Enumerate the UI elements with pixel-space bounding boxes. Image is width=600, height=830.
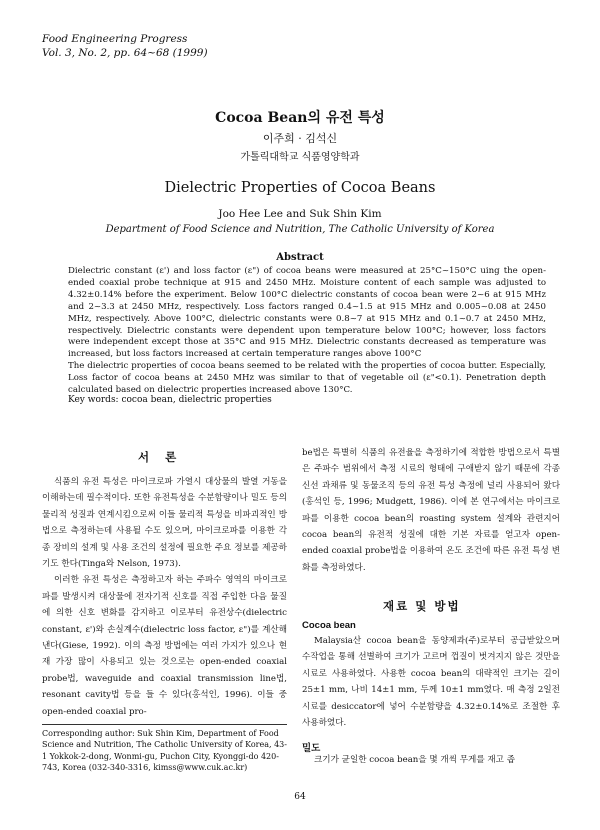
right-column-top [302, 445, 560, 576]
journal-volume: Vol. 3, No. 2, pp. 64~68 (1999) [42, 47, 208, 59]
density-subheading: 밀도 [302, 743, 321, 754]
abstract-body [68, 266, 546, 397]
body-paragraph: 식품의 유전 특성은 마이크로파 가열시 대상물의 발열 거동을 이해하는데 필수적이다. 또한 유전특성을 수분함량이나 밀도 등의 물리적 성질과 연계시킴으로써 이들 물리적 특성을 비파괴적인 방법으로 측정하는데 사용될 수도 있으며, 마이크로파를 이용한 각종 장비의 설계 및 사용 조건의 설정에 필요한 주요 정보를 제공하기도 한다(Tinga와 Nelson, 1973). [42, 477, 287, 570]
journal-name: Food Engineering Progress [42, 33, 188, 45]
english-authors: Joo Hee Lee and Suk Shin Kim [218, 208, 382, 220]
left-column [42, 474, 287, 720]
right-column-density [302, 752, 560, 768]
korean-title: Cocoa Bean의 유전 특성 [215, 110, 385, 126]
footnote-divider [42, 724, 287, 725]
right-column-materials [302, 633, 560, 731]
body-paragraph: 크기가 균일한 cocoa bean을 몇 개씩 무게를 재고 좁 [314, 755, 516, 765]
english-title: Dielectric Properties of Cocoa Beans [164, 180, 436, 196]
page-number: 64 [294, 792, 306, 802]
keywords: Key words: cocoa bean, dielectric properties [68, 395, 272, 405]
cocoa-bean-subheading: Cocoa bean [302, 620, 356, 631]
english-affiliation: Department of Food Science and Nutrition, The Catholic University of Korea [105, 224, 495, 235]
body-paragraph: 이러한 유전 특성은 측정하고자 하는 주파수 영역의 마이크로파를 발생시켜 대상물에 전자기적 신호를 직접 주입한 다음 물질에 의한 신호 변화를 감지하고 이로부터 유전상수(dielectric constant, ε')와 손실계수(dielectric loss factor, ε")를 계산해낸다(Giese, 1992). 이의 측정 방법에는 여러 가지가 있으나 현재 가장 많이 사용되고 있는 것으로는 open-ended coaxial probe법, waveguide and coaxial transmission line법, resonant cavity법 등을 들 수 있다(홍석인, 1996). 이들 중 open-ended coaxial pro- [42, 575, 287, 717]
korean-authors: 이주희 · 김석신 [262, 132, 338, 145]
abstract-paragraph: Dielectric constant (ε') and loss factor (ε") of cocoa beans were measured at 25°C~150°C uing the open-ended coaxial probe technique at 915 and 2450 MHz. Moisture content of each sample was adjusted to 4.32±0.14% before the experiment. Below 100°C dielectric constants of cocoa bean were 2~6 at 915 MHz and 2~3.3 at 2450 MHz, respectively. Loss factors ranged 0.4~1.5 at 915 MHz and 0.005~0.08 at 2450 MHz, respectively. Above 100°C, dielectric constants were 0.8~7 at 915 MHz and 0.1~0.7 at 2450 MHz, respectively. Dielectric constants were dependent upon temperature below 100°C; however, loss factors were independent except those at 35°C and 915 MHz. Dielectric constants decreased as temperature was increased, but loss factors increased at certain temperature ranges above 100°C [68, 266, 546, 360]
footnote: Corresponding author: Suk Shin Kim, Department of Food Science and Nutrition, The Catholic University of Korea, 43-1 Yokkok-2-dong, Wonmi-gu, Puchon City, Kyonggi-do 420-743, Korea (032-340-3316, kimss@www.cuk.ac.kr) [42, 729, 287, 772]
body-paragraph: Malaysia산 cocoa bean을 동양제과(주)로부터 공급받았으며 수작업을 통해 선별하여 크기가 고르며 껍질이 벗겨지지 않은 것만을 시료로 사용하였다. 사용한 cocoa bean의 대략적인 크기는 길이 25±1 mm, 나비 14±1 mm, 두께 10±1 mm였다. 매 측정 2일전 시료를 desiccator에 넣어 수분함량을 4.32±0.14%로 조절한 후 사용하였다. [302, 636, 560, 729]
abstract-paragraph: The dielectric properties of cocoa beans seemed to be related with the properties of cocoa butter. Especially, Loss factor of cocoa beans at 2450 MHz was similar to that of vegetable oil (ε"<0.1). Penetration depth calculated based on dielectric properties increased above 130°C. [68, 361, 546, 396]
korean-affiliation: 가톨릭대학교 식품영양학과 [240, 152, 360, 163]
materials-heading: 재료 및 방법 [383, 599, 461, 613]
intro-heading: 서 론 [138, 450, 183, 464]
abstract-heading: Abstract [276, 252, 324, 263]
body-paragraph: be법은 특별히 식품의 유전율을 측정하기에 적합한 방법으로서 특별은 주파수 범위에서 측정 시료의 형태에 구애받지 않기 때문에 각종 신선 과채류 및 동물조직 등의 유전 특성 측정에 널리 사용되어 왔다(홍석인 등, 1996; Mudgett, 1986). 이에 본 연구에서는 마이크로파를 이용한 cocoa bean의 roasting system 설계와 관련지어 cocoa bean의 유전적 성질에 대한 기본 자료를 얻고자 open-ended coaxial probe법을 이용하여 온도 조건에 따른 유전 특성 변화를 측정하였다. [302, 448, 560, 573]
journal-citation [42, 32, 208, 60]
